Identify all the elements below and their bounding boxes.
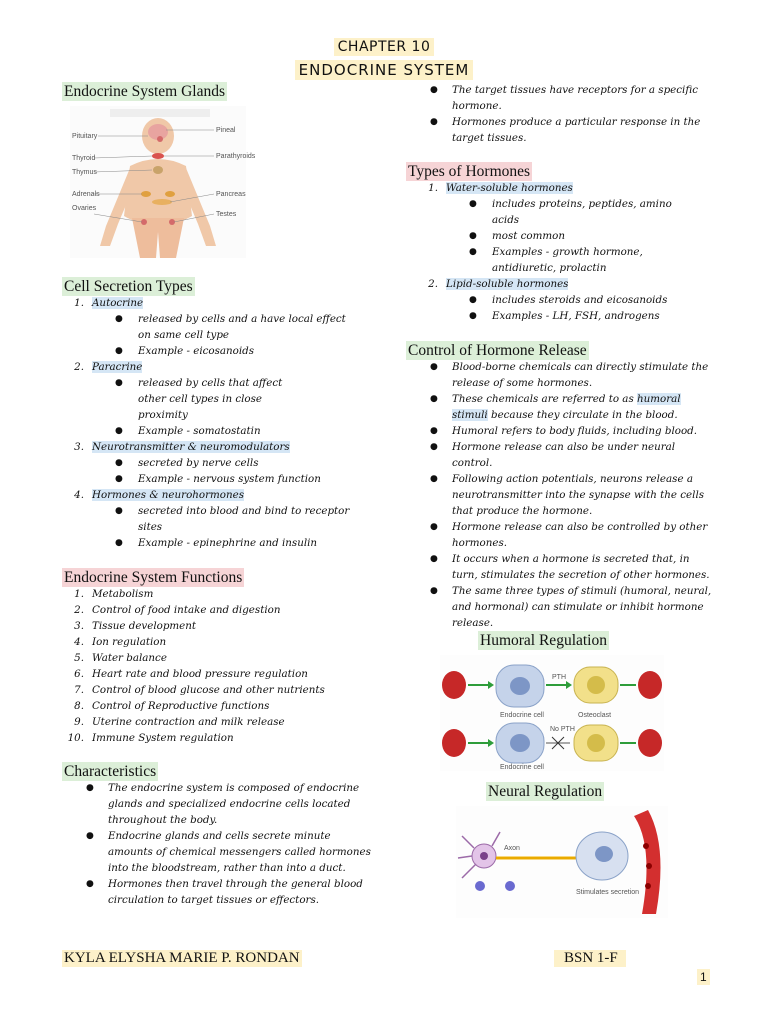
svg-text:Osteoclast: Osteoclast	[578, 712, 612, 719]
chapter-number: CHAPTER 10	[334, 38, 435, 56]
list-item: ● These chemicals are referred to as humoral stimuli because they circulate in the blood.	[430, 393, 681, 421]
svg-text:Testes: Testes	[216, 211, 237, 218]
list-item: 7. Control of blood glucose and other nutrients	[74, 684, 325, 696]
list-item: 2. Paracrine	[74, 361, 143, 373]
glands-heading: Endocrine System Glands	[64, 83, 226, 100]
list-item: ● Hormones then travel through the general blood circulation to target tissues or effectors.	[86, 878, 363, 906]
list-item: ● released by cells and a have local effect on same cell type	[115, 313, 346, 341]
types-list	[400, 180, 710, 324]
neural-regulation-figure	[456, 806, 668, 918]
page-number: 1	[697, 969, 710, 985]
list-item: ● Example - somatostatin	[115, 425, 261, 437]
list-item: ● Examples - growth hormone, antidiuretic, prolactin	[469, 246, 643, 274]
list-item: ● secreted into blood and bind to receptor sites	[115, 505, 350, 533]
svg-text:Thyroid: Thyroid	[72, 155, 96, 162]
svg-text:Pancreas: Pancreas	[216, 191, 246, 198]
list-item: 2. Lipid-soluble hormones	[428, 278, 569, 290]
characteristics-list	[62, 780, 372, 908]
target-tissues-list	[406, 82, 706, 146]
svg-text:Pituitary: Pituitary	[72, 133, 98, 140]
chapter-header	[0, 38, 768, 80]
cell-secretion-heading: Cell Secretion Types	[64, 278, 193, 295]
list-item: ● The same three types of stimuli (humoral, neural, and hormonal) can stimulate or inhibit hormone release.	[430, 585, 712, 629]
list-item: ● secreted by nerve cells	[115, 457, 259, 469]
svg-text:Endocrine cell: Endocrine cell	[500, 764, 544, 771]
svg-text:No PTH: No PTH	[550, 726, 575, 733]
control-list	[406, 359, 716, 631]
class-section: BSN 1-F	[554, 950, 626, 967]
list-item: ● It occurs when a hormone is secreted that, in turn, stimulates the secretion of other hormones.	[430, 553, 710, 581]
list-item: 3. Tissue development	[74, 620, 197, 632]
svg-text:Endocrine cell: Endocrine cell	[500, 712, 544, 719]
paracrine-title: Paracrine	[92, 361, 143, 373]
water-soluble-title: Water-soluble hormones	[446, 182, 573, 194]
svg-text:Ovaries: Ovaries	[72, 205, 97, 212]
page-title: ENDOCRINE SYSTEM	[295, 60, 474, 80]
list-item: ● Examples - LH, FSH, androgens	[469, 310, 660, 322]
list-item: 1. Autocrine	[74, 297, 144, 309]
neurotransmitter-title: Neurotransmitter & neuromodulators	[92, 441, 290, 453]
list-item: 5. Water balance	[74, 652, 167, 664]
list-item: 10. Immune System regulation	[67, 732, 234, 744]
list-item: 9. Uterine contraction and milk release	[74, 716, 285, 728]
lipid-soluble-title: Lipid-soluble hormones	[446, 278, 569, 290]
control-heading: Control of Hormone Release	[408, 342, 587, 359]
list-item: ● Blood-borne chemicals can directly stimulate the release of some hormones.	[430, 361, 709, 389]
list-item: ● released by cells that affect other cell types in close proximity	[115, 377, 283, 421]
svg-text:Axon: Axon	[504, 845, 520, 852]
list-item: 4. Ion regulation	[74, 636, 167, 648]
list-item: ● Example - nervous system function	[115, 473, 321, 485]
list-item: 1. Metabolism	[74, 588, 154, 600]
humoral-regulation-figure	[440, 655, 664, 771]
svg-text:Parathyroids: Parathyroids	[216, 153, 256, 160]
svg-text:Stimulates secretion: Stimulates secretion	[576, 889, 640, 896]
svg-text:Pineal: Pineal	[216, 127, 236, 134]
list-item: ● The endocrine system is composed of endocrine glands and specialized endocrine cells located throughout the body.	[86, 782, 360, 826]
humoral-stimuli-highlight: humoral stimuli	[452, 393, 681, 421]
list-item: 8. Control of Reproductive functions	[74, 700, 270, 712]
list-item: ● Humoral refers to body fluids, including blood.	[430, 425, 698, 437]
list-item: ● Hormones produce a particular response in the target tissues.	[430, 116, 701, 144]
list-item: 3. Neurotransmitter & neuromodulators	[74, 441, 290, 453]
list-item: ● Endocrine glands and cells secrete minute amounts of chemical messengers called hormones into the bloodstream, rather than into a duct.	[86, 830, 371, 874]
list-item: ● most common	[469, 230, 565, 242]
list-item: ● Example - eicosanoids	[115, 345, 255, 357]
author-name: KYLA ELYSHA MARIE P. RONDAN	[64, 950, 300, 966]
list-item: ● includes proteins, peptides, amino acids	[469, 198, 672, 226]
functions-list	[46, 586, 376, 746]
svg-text:PTH: PTH	[552, 674, 566, 681]
list-item: 6. Heart rate and blood pressure regulation	[74, 668, 308, 680]
list-item: 4. Hormones & neurohormones	[74, 489, 244, 501]
list-item: ● Following action potentials, neurons release a neurotransmitter into the synapse with the cells that produce the hormone.	[430, 473, 705, 517]
humoral-heading: Humoral Regulation	[480, 632, 607, 649]
svg-text:Thymus: Thymus	[72, 169, 97, 176]
list-item: ● Example - epinephrine and insulin	[115, 537, 318, 549]
autocrine-title: Autocrine	[92, 297, 144, 309]
endocrine-glands-figure	[70, 106, 256, 258]
list-item: 1. Water-soluble hormones	[428, 182, 573, 194]
hormones-title: Hormones & neurohormones	[92, 489, 244, 501]
list-item: ● The target tissues have receptors for a specific hormone.	[430, 84, 698, 112]
functions-heading: Endocrine System Functions	[64, 569, 243, 586]
list-item: ● Hormone release can also be under neural control.	[430, 441, 676, 469]
svg-text:Adrenals: Adrenals	[72, 191, 100, 198]
characteristics-heading: Characteristics	[64, 763, 157, 780]
cell-secretion-list	[46, 295, 376, 551]
neural-heading: Neural Regulation	[488, 783, 603, 800]
list-item: ● includes steroids and eicosanoids	[469, 294, 668, 306]
list-item: 2. Control of food intake and digestion	[74, 604, 281, 616]
types-heading: Types of Hormones	[408, 163, 531, 180]
list-item: ● Hormone release can also be controlled by other hormones.	[430, 521, 708, 549]
